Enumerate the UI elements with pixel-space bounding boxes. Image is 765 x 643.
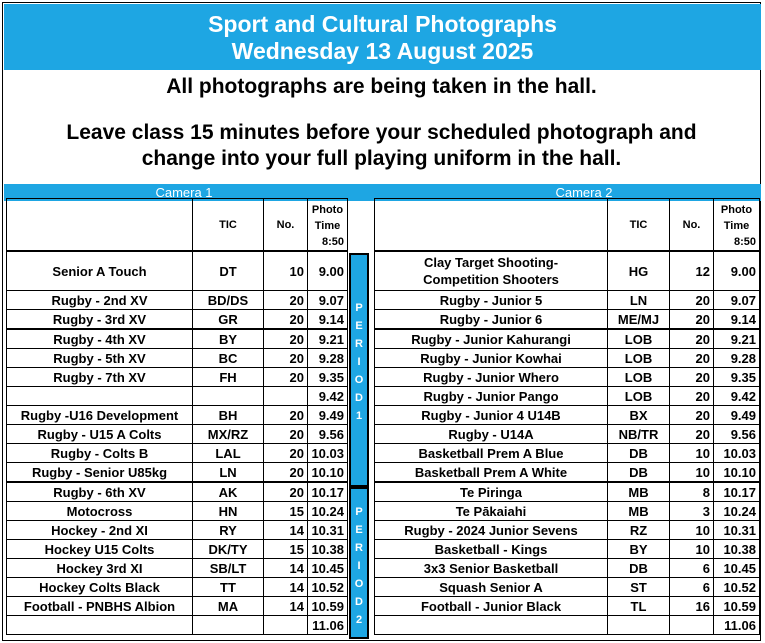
- tic-cell: LOB: [608, 368, 670, 387]
- group-name: Rugby - 4th XV: [7, 329, 193, 349]
- table-row: [375, 387, 760, 406]
- photo-time-cell: 10.24: [308, 502, 348, 521]
- group-name: Rugby - 6th XV: [7, 482, 193, 502]
- tic-cell: GR: [193, 310, 264, 330]
- table-row: [7, 482, 348, 502]
- tic-cell: HG: [608, 251, 670, 291]
- group-name: [375, 251, 608, 291]
- tic-cell: BX: [608, 406, 670, 425]
- tic-cell: LOB: [608, 387, 670, 406]
- photo-time-cell: 11.06: [308, 616, 348, 635]
- tic-cell: BD/DS: [193, 291, 264, 310]
- no-header: No.: [264, 199, 308, 252]
- camera-1-table: [6, 198, 348, 635]
- table-row: [7, 521, 348, 540]
- group-name: Rugby - Junior Pango: [375, 387, 608, 406]
- table-row: [7, 597, 348, 616]
- photo-time-cell: 10.52: [714, 578, 760, 597]
- page-date: Wednesday 13 August 2025: [231, 38, 534, 64]
- count-cell: 20: [670, 291, 714, 310]
- count-cell: 14: [264, 559, 308, 578]
- group-name: Rugby - 5th XV: [7, 349, 193, 368]
- photo-time-header-line: Photo: [720, 204, 753, 216]
- period-letter: R: [355, 542, 363, 554]
- period-letter: I: [357, 356, 361, 368]
- table-row: [375, 406, 760, 425]
- photo-time-cell: 9.00: [714, 251, 760, 291]
- table-row: [7, 406, 348, 425]
- tic-header: TIC: [193, 199, 264, 252]
- table-row: [7, 540, 348, 559]
- count-cell: 14: [264, 578, 308, 597]
- tic-cell: DK/TY: [193, 540, 264, 559]
- group-name: Rugby - Senior U85kg: [7, 463, 193, 483]
- photo-time-cell: 10.45: [714, 559, 760, 578]
- count-cell: 20: [670, 329, 714, 349]
- period-letter: E: [355, 320, 363, 332]
- group-name: Rugby - Junior Whero: [375, 368, 608, 387]
- tic-cell: SB/LT: [193, 559, 264, 578]
- table-header-row: [375, 199, 760, 252]
- photo-time-header-line: 8:50: [321, 236, 344, 248]
- group-header: [7, 199, 193, 252]
- photo-time-cell: 10.10: [308, 463, 348, 483]
- tic-cell: LN: [193, 463, 264, 483]
- photo-time-cell: 10.31: [714, 521, 760, 540]
- group-name: [375, 616, 608, 635]
- photo-time-cell: 11.06: [714, 616, 760, 635]
- count-cell: 14: [264, 521, 308, 540]
- tic-cell: LOB: [608, 329, 670, 349]
- page-title: Sport and Cultural Photographs: [208, 11, 557, 37]
- table-row: [375, 310, 760, 330]
- table-row: [375, 502, 760, 521]
- group-name: Te Pākaiahi: [375, 502, 608, 521]
- group-name: Football - Junior Black: [375, 597, 608, 616]
- count-cell: 8: [670, 482, 714, 502]
- instruction-line-1: Leave class 15 minutes before your scheduled photograph and: [66, 121, 697, 144]
- group-name: Rugby - Junior Kowhai: [375, 349, 608, 368]
- tic-cell: DT: [193, 251, 264, 291]
- table-row: [375, 425, 760, 444]
- group-header: [375, 199, 608, 252]
- photo-time-cell: 10.24: [714, 502, 760, 521]
- table-row: [7, 444, 348, 463]
- photo-time-header-line: Time: [723, 220, 750, 232]
- period-letter: E: [355, 524, 363, 536]
- table-row: [7, 251, 348, 291]
- photo-time-cell: 9.14: [714, 310, 760, 330]
- count-cell: 20: [670, 387, 714, 406]
- count-cell: 20: [264, 444, 308, 463]
- tic-header: TIC: [608, 199, 670, 252]
- photo-time-cell: 9.35: [714, 368, 760, 387]
- photo-time-header: [714, 199, 760, 252]
- count-cell: 20: [264, 463, 308, 483]
- photo-time-header-line: Photo: [311, 204, 344, 216]
- group-name: [7, 387, 193, 406]
- period-letter: O: [354, 374, 364, 386]
- tic-cell: DB: [608, 463, 670, 483]
- count-cell: [264, 387, 308, 406]
- period-letter: R: [355, 338, 363, 350]
- photo-time-cell: 9.49: [308, 406, 348, 425]
- group-name: Basketball Prem A White: [375, 463, 608, 483]
- group-name: Hockey Colts Black: [7, 578, 193, 597]
- photo-time-header-line: 8:50: [733, 236, 756, 248]
- photo-time-cell: 9.42: [714, 387, 760, 406]
- photo-time-cell: 9.42: [308, 387, 348, 406]
- camera-1-label: Camera 1: [155, 185, 213, 200]
- period-1-marker: [349, 253, 369, 487]
- group-name-line: Competition Shooters: [423, 272, 559, 287]
- photo-time-header: [308, 199, 348, 252]
- count-cell: 20: [264, 349, 308, 368]
- photo-time-cell: 10.10: [714, 463, 760, 483]
- group-name: Basketball Prem A Blue: [375, 444, 608, 463]
- location-notice: All photographs are being taken in the hall.: [166, 75, 597, 98]
- group-name: Rugby - U15 A Colts: [7, 425, 193, 444]
- photo-time-cell: 10.03: [308, 444, 348, 463]
- table-row: [7, 329, 348, 349]
- count-cell: 20: [264, 368, 308, 387]
- photo-time-cell: 9.35: [308, 368, 348, 387]
- group-name: Rugby - 7th XV: [7, 368, 193, 387]
- group-name: 3x3 Senior Basketball: [375, 559, 608, 578]
- table-row: [375, 349, 760, 368]
- count-cell: 12: [670, 251, 714, 291]
- table-row: [7, 387, 348, 406]
- group-name: Rugby - Junior 6: [375, 310, 608, 330]
- photo-time-cell: 9.28: [714, 349, 760, 368]
- period-2-marker: [349, 487, 369, 639]
- count-cell: 6: [670, 578, 714, 597]
- tic-cell: AK: [193, 482, 264, 502]
- table-row: [7, 559, 348, 578]
- table-row: [375, 368, 760, 387]
- photo-time-cell: 10.31: [308, 521, 348, 540]
- tic-cell: FH: [193, 368, 264, 387]
- tic-cell: TT: [193, 578, 264, 597]
- group-name: Rugby -U16 Development: [7, 406, 193, 425]
- tic-cell: BY: [193, 329, 264, 349]
- photo-time-cell: 10.17: [308, 482, 348, 502]
- count-cell: [670, 616, 714, 635]
- period-letter: O: [354, 578, 364, 590]
- photo-time-cell: 10.38: [714, 540, 760, 559]
- instruction-notice: [3, 120, 760, 172]
- photo-time-header-line: Time: [314, 220, 341, 232]
- tic-cell: ME/MJ: [608, 310, 670, 330]
- photo-time-cell: 9.00: [308, 251, 348, 291]
- count-cell: 20: [264, 291, 308, 310]
- table-row: [375, 329, 760, 349]
- tic-cell: DB: [608, 559, 670, 578]
- tic-cell: LAL: [193, 444, 264, 463]
- table-row: [375, 482, 760, 502]
- photo-time-cell: 10.03: [714, 444, 760, 463]
- count-cell: 15: [264, 540, 308, 559]
- tic-cell: MA: [193, 597, 264, 616]
- count-cell: 14: [264, 597, 308, 616]
- table-row: [7, 502, 348, 521]
- tic-cell: DB: [608, 444, 670, 463]
- tic-cell: BY: [608, 540, 670, 559]
- table-row: [7, 310, 348, 330]
- count-cell: 20: [670, 349, 714, 368]
- tic-cell: MX/RZ: [193, 425, 264, 444]
- count-cell: 10: [670, 463, 714, 483]
- period-letter: I: [357, 560, 361, 572]
- tic-cell: NB/TR: [608, 425, 670, 444]
- group-name: Rugby - Junior 5: [375, 291, 608, 310]
- count-cell: 20: [264, 482, 308, 502]
- group-name: Rugby - Junior 4 U14B: [375, 406, 608, 425]
- tic-cell: ST: [608, 578, 670, 597]
- tic-cell: LOB: [608, 349, 670, 368]
- period-letter: P: [355, 302, 363, 314]
- group-name: Football - PNBHS Albion: [7, 597, 193, 616]
- camera-2-table: [374, 198, 760, 635]
- photo-time-cell: 9.07: [308, 291, 348, 310]
- table-row: [375, 578, 760, 597]
- table-row: [375, 463, 760, 483]
- table-row: [7, 616, 348, 635]
- photo-time-cell: 10.17: [714, 482, 760, 502]
- group-name: Basketball - Kings: [375, 540, 608, 559]
- count-cell: 20: [670, 406, 714, 425]
- photo-time-cell: 10.59: [714, 597, 760, 616]
- tic-cell: HN: [193, 502, 264, 521]
- table-row: [375, 597, 760, 616]
- tic-cell: RZ: [608, 521, 670, 540]
- instruction-line-2: change into your full playing uniform in the hall.: [141, 147, 622, 170]
- count-cell: 20: [264, 406, 308, 425]
- group-name: Rugby - 2nd XV: [7, 291, 193, 310]
- photo-time-cell: 10.38: [308, 540, 348, 559]
- group-name: Rugby - U14A: [375, 425, 608, 444]
- camera-2-label: Camera 2: [555, 185, 613, 200]
- table-row: [375, 251, 760, 291]
- table-row: [7, 463, 348, 483]
- period-letter: 1: [355, 410, 363, 422]
- photo-time-cell: 9.56: [714, 425, 760, 444]
- group-name: Rugby - 2024 Junior Sevens: [375, 521, 608, 540]
- group-name: Hockey U15 Colts: [7, 540, 193, 559]
- count-cell: 20: [670, 368, 714, 387]
- group-name: Rugby - Colts B: [7, 444, 193, 463]
- tic-cell: MB: [608, 502, 670, 521]
- photo-time-cell: 9.21: [714, 329, 760, 349]
- table-row: [375, 521, 760, 540]
- count-cell: 16: [670, 597, 714, 616]
- table-row: [7, 291, 348, 310]
- photo-time-cell: 10.59: [308, 597, 348, 616]
- group-name: Senior A Touch: [7, 251, 193, 291]
- count-cell: 20: [264, 329, 308, 349]
- group-name: Hockey 3rd XI: [7, 559, 193, 578]
- group-name: Rugby - 3rd XV: [7, 310, 193, 330]
- count-cell: 10: [264, 251, 308, 291]
- tic-cell: TL: [608, 597, 670, 616]
- tic-cell: [193, 616, 264, 635]
- tic-cell: [193, 387, 264, 406]
- photo-time-cell: 10.45: [308, 559, 348, 578]
- tic-cell: BH: [193, 406, 264, 425]
- count-cell: 6: [670, 559, 714, 578]
- table-row: [375, 616, 760, 635]
- table-row: [375, 559, 760, 578]
- count-cell: 20: [670, 310, 714, 330]
- period-letter: 2: [355, 614, 363, 626]
- photo-time-cell: 9.28: [308, 349, 348, 368]
- count-cell: 15: [264, 502, 308, 521]
- count-cell: 3: [670, 502, 714, 521]
- count-cell: 10: [670, 521, 714, 540]
- photo-time-cell: 9.14: [308, 310, 348, 330]
- table-row: [375, 540, 760, 559]
- count-cell: 10: [670, 540, 714, 559]
- period-letter: D: [355, 392, 363, 404]
- table-row: [375, 291, 760, 310]
- title-banner: [4, 4, 761, 70]
- table-row: [7, 425, 348, 444]
- tic-cell: MB: [608, 482, 670, 502]
- group-name: Rugby - Junior Kahurangi: [375, 329, 608, 349]
- count-cell: [264, 616, 308, 635]
- tic-cell: LN: [608, 291, 670, 310]
- no-header: No.: [670, 199, 714, 252]
- group-name: Motocross: [7, 502, 193, 521]
- photo-time-cell: 9.56: [308, 425, 348, 444]
- period-letter: D: [355, 596, 363, 608]
- tic-cell: RY: [193, 521, 264, 540]
- table-row: [375, 444, 760, 463]
- group-name: Squash Senior A: [375, 578, 608, 597]
- photo-time-cell: 9.21: [308, 329, 348, 349]
- count-cell: 20: [670, 425, 714, 444]
- table-row: [7, 349, 348, 368]
- tic-cell: [608, 616, 670, 635]
- count-cell: 10: [670, 444, 714, 463]
- group-name: Te Piringa: [375, 482, 608, 502]
- table-row: [7, 578, 348, 597]
- group-name: Hockey - 2nd XI: [7, 521, 193, 540]
- count-cell: 20: [264, 310, 308, 330]
- period-letter: P: [355, 506, 363, 518]
- group-name-line: Clay Target Shooting-: [423, 255, 559, 270]
- group-name: [7, 616, 193, 635]
- photo-time-cell: 10.52: [308, 578, 348, 597]
- table-row: [7, 368, 348, 387]
- table-header-row: [7, 199, 348, 252]
- photo-time-cell: 9.49: [714, 406, 760, 425]
- tic-cell: BC: [193, 349, 264, 368]
- count-cell: 20: [264, 425, 308, 444]
- photo-time-cell: 9.07: [714, 291, 760, 310]
